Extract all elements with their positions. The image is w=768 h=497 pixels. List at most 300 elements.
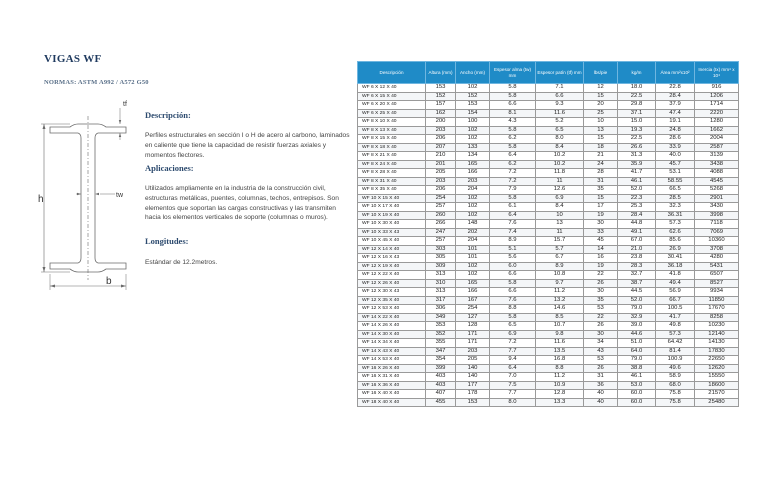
table-cell: 6.4 — [490, 152, 536, 161]
table-cell: 64.42 — [656, 339, 695, 348]
table-cell: WF 16 X 40 X 40 — [358, 390, 426, 399]
table-cell: 26.6 — [618, 143, 656, 152]
table-cell: 19 — [584, 262, 618, 271]
table-cell: WF 12 X 30 X 43 — [358, 288, 426, 297]
table-cell: 6.6 — [490, 101, 536, 110]
table-cell: 247 — [426, 228, 456, 237]
table-cell: 6.4 — [490, 211, 536, 220]
table-cell: 6.7 — [536, 254, 584, 263]
table-cell: 403 — [426, 381, 456, 390]
table-cell: 13.2 — [536, 296, 584, 305]
table-cell: 43 — [584, 347, 618, 356]
table-cell: 205 — [456, 356, 490, 365]
table-cell: 58.55 — [656, 177, 695, 186]
table-cell: 17830 — [695, 347, 739, 356]
table-cell: 13 — [584, 126, 618, 135]
table-cell: 22 — [584, 271, 618, 280]
table-cell: 202 — [456, 228, 490, 237]
table-cell: 66.7 — [656, 296, 695, 305]
header-descripcion: Descripción — [358, 62, 426, 84]
table-cell: 56.9 — [656, 288, 695, 297]
table-row — [358, 169, 739, 178]
table-cell: 1206 — [695, 92, 739, 101]
table-cell: 49.4 — [656, 279, 695, 288]
table-cell: 22650 — [695, 356, 739, 365]
table-cell: 5.1 — [490, 245, 536, 254]
table-row — [358, 305, 739, 314]
table-cell: 355 — [426, 339, 456, 348]
table-cell: 9.8 — [536, 330, 584, 339]
table-cell: 7.2 — [490, 169, 536, 178]
table-cell: WF 8 X 35 X 40 — [358, 186, 426, 195]
table-cell: 7.4 — [490, 228, 536, 237]
table-cell: 8.4 — [536, 143, 584, 152]
table-cell: 28.5 — [656, 194, 695, 203]
table-cell: 403 — [426, 373, 456, 382]
table-cell: 140 — [456, 364, 490, 373]
table-cell: 21.0 — [618, 245, 656, 254]
header-lbs-pie: lbs/pie — [584, 62, 618, 84]
table-cell: 177 — [456, 381, 490, 390]
table-cell: 24 — [584, 160, 618, 169]
table-cell: 203 — [456, 177, 490, 186]
table-cell: 10 — [536, 211, 584, 220]
table-cell: 36.18 — [656, 262, 695, 271]
table-cell: WF 14 X 26 X 40 — [358, 322, 426, 331]
table-cell: 313 — [426, 271, 456, 280]
table-cell: 6.6 — [536, 92, 584, 101]
table-cell: 22.3 — [618, 194, 656, 203]
table-cell: 4088 — [695, 169, 739, 178]
table-row — [358, 126, 739, 135]
table-cell: 40 — [584, 398, 618, 407]
table-row — [358, 92, 739, 101]
table-cell: 157 — [426, 101, 456, 110]
table-cell: 9934 — [695, 288, 739, 297]
table-cell: 3438 — [695, 160, 739, 169]
table-cell: 85.6 — [656, 237, 695, 246]
table-cell: 3998 — [695, 211, 739, 220]
table-cell: 10.9 — [536, 381, 584, 390]
table-cell: 203 — [456, 347, 490, 356]
table-cell: WF 14 X 53 X 40 — [358, 356, 426, 365]
header-kg-m: kg/m — [618, 62, 656, 84]
i-beam-diagram — [40, 94, 145, 294]
table-row — [358, 381, 739, 390]
table-cell: 399 — [426, 364, 456, 373]
table-cell: 30 — [584, 220, 618, 229]
table-cell: 133 — [456, 143, 490, 152]
table-cell: WF 10 X 19 X 40 — [358, 211, 426, 220]
table-row — [358, 271, 739, 280]
table-cell: 32.7 — [618, 271, 656, 280]
table-cell: 154 — [456, 109, 490, 118]
table-row — [358, 84, 739, 93]
table-cell: 6.4 — [490, 364, 536, 373]
table-cell: 6.6 — [490, 288, 536, 297]
table-cell: WF 12 X 53 X 40 — [358, 305, 426, 314]
table-cell: 41.7 — [618, 169, 656, 178]
table-cell: 8.9 — [490, 237, 536, 246]
table-cell: 11.2 — [536, 288, 584, 297]
table-cell: WF 6 X 15 X 40 — [358, 92, 426, 101]
table-row — [358, 177, 739, 186]
table-cell: 41.7 — [656, 313, 695, 322]
table-cell: 79.0 — [618, 305, 656, 314]
table-cell: WF 12 X 16 X 43 — [358, 254, 426, 263]
table-cell: 67.0 — [618, 237, 656, 246]
table-cell: 10230 — [695, 322, 739, 331]
table-row — [358, 228, 739, 237]
table-cell: 455 — [426, 398, 456, 407]
table-cell: 7.0 — [490, 373, 536, 382]
table-cell: 12620 — [695, 364, 739, 373]
table-cell: 310 — [426, 279, 456, 288]
table-cell: 68.0 — [656, 381, 695, 390]
aplicaciones-heading: Aplicaciones: — [145, 163, 194, 173]
table-cell: 153 — [456, 101, 490, 110]
table-cell: 8527 — [695, 279, 739, 288]
table-cell: 6.0 — [490, 262, 536, 271]
table-cell: 7.5 — [490, 381, 536, 390]
table-cell: 152 — [456, 92, 490, 101]
table-cell: 60.0 — [618, 398, 656, 407]
table-cell: 8.4 — [536, 203, 584, 212]
table-cell: 18.0 — [618, 84, 656, 93]
table-cell: 37.1 — [618, 109, 656, 118]
table-cell: 7.2 — [490, 339, 536, 348]
table-cell: 10 — [584, 118, 618, 127]
table-cell: 102 — [456, 271, 490, 280]
table-cell: 178 — [456, 390, 490, 399]
table-cell: 19.3 — [618, 126, 656, 135]
table-cell: 171 — [456, 339, 490, 348]
table-cell: 15 — [584, 92, 618, 101]
table-cell: 165 — [456, 279, 490, 288]
longitudes-text: Estándar de 12.2metros. — [145, 259, 218, 266]
table-cell: 10.2 — [536, 160, 584, 169]
table-cell: 8258 — [695, 313, 739, 322]
table-cell: 34 — [584, 339, 618, 348]
table-cell: 15550 — [695, 373, 739, 382]
table-cell: 102 — [456, 211, 490, 220]
table-cell: 16.8 — [536, 356, 584, 365]
table-cell: WF 16 X 36 X 40 — [358, 381, 426, 390]
table-cell: 10.7 — [536, 322, 584, 331]
header-altura: Altura (mm) — [426, 62, 456, 84]
table-cell: 353 — [426, 322, 456, 331]
table-cell: 15.0 — [618, 118, 656, 127]
table-cell: 58.9 — [656, 373, 695, 382]
table-cell: 162 — [426, 109, 456, 118]
table-cell: 254 — [426, 194, 456, 203]
table-cell: 9.3 — [536, 101, 584, 110]
table-cell: 153 — [426, 84, 456, 93]
table-cell: 254 — [456, 305, 490, 314]
table-cell: 19 — [584, 211, 618, 220]
table-cell: 5.8 — [490, 279, 536, 288]
table-cell: 7118 — [695, 220, 739, 229]
table-cell: WF 6 X 20 X 40 — [358, 101, 426, 110]
table-cell: 204 — [456, 237, 490, 246]
table-cell: 11.8 — [536, 169, 584, 178]
table-row — [358, 356, 739, 365]
table-cell: 20 — [584, 101, 618, 110]
table-cell: 206 — [426, 186, 456, 195]
table-cell: 2220 — [695, 109, 739, 118]
table-header-row — [358, 62, 739, 84]
table-cell: 352 — [426, 330, 456, 339]
table-cell: 207 — [426, 143, 456, 152]
table-cell: WF 12 X 35 X 40 — [358, 296, 426, 305]
table-cell: WF 16 X 31 X 40 — [358, 373, 426, 382]
table-cell: 57.3 — [656, 220, 695, 229]
table-cell: 102 — [456, 84, 490, 93]
table-cell: 354 — [426, 356, 456, 365]
table-row — [358, 203, 739, 212]
table-cell: 11.6 — [536, 339, 584, 348]
table-cell: 152 — [426, 92, 456, 101]
table-cell: 28.4 — [656, 92, 695, 101]
label-b: b — [106, 276, 112, 287]
table-cell: 32.3 — [656, 203, 695, 212]
table-cell: 8.1 — [490, 109, 536, 118]
table-cell: 22.5 — [618, 92, 656, 101]
table-cell: 53.0 — [618, 381, 656, 390]
table-cell: 101 — [456, 254, 490, 263]
specs-table — [357, 61, 739, 407]
table-cell: 203 — [426, 126, 456, 135]
table-cell: WF 14 X 22 X 40 — [358, 313, 426, 322]
table-cell: 25.3 — [618, 203, 656, 212]
table-cell: 66.5 — [656, 186, 695, 195]
table-cell: 7.1 — [536, 84, 584, 93]
table-cell: 127 — [456, 313, 490, 322]
table-cell: 18600 — [695, 381, 739, 390]
table-cell: 11.2 — [536, 373, 584, 382]
table-cell: 102 — [456, 126, 490, 135]
table-row — [358, 118, 739, 127]
table-cell: 11.6 — [536, 109, 584, 118]
normas-text: NORMAS: ASTM A992 / A572 G50 — [44, 79, 149, 86]
table-cell: 140 — [456, 373, 490, 382]
table-cell: 7.7 — [490, 390, 536, 399]
table-row — [358, 194, 739, 203]
table-cell: 100.5 — [656, 305, 695, 314]
table-cell: 60.0 — [618, 390, 656, 399]
header-inercia: Inercia (Ix) mm⁴ x 10⁴ — [695, 62, 739, 84]
table-cell: 210 — [426, 152, 456, 161]
table-cell: 1714 — [695, 101, 739, 110]
table-cell: 31 — [584, 177, 618, 186]
table-cell: WF 10 X 17 X 40 — [358, 203, 426, 212]
table-cell: 12 — [584, 84, 618, 93]
table-cell: WF 14 X 34 X 40 — [358, 339, 426, 348]
table-cell: 52.0 — [618, 296, 656, 305]
table-cell: 38.7 — [618, 279, 656, 288]
table-cell: 81.4 — [656, 347, 695, 356]
table-row — [358, 373, 739, 382]
table-cell: 53 — [584, 305, 618, 314]
table-cell: 12140 — [695, 330, 739, 339]
table-cell: 102 — [456, 194, 490, 203]
table-cell: WF 8 X 24 X 40 — [358, 160, 426, 169]
table-cell: 349 — [426, 313, 456, 322]
table-cell: 2901 — [695, 194, 739, 203]
table-cell: 3708 — [695, 245, 739, 254]
table-row — [358, 220, 739, 229]
table-row — [358, 186, 739, 195]
table-cell: 17 — [584, 203, 618, 212]
descripcion-text: Perfiles estructurales en sección I o H de acero al carbono, laminados en caliente que tiene la capacidad de resistir fuerzas axiales y momentos flectores. — [145, 132, 350, 159]
table-cell: 39.0 — [618, 322, 656, 331]
table-cell: 5.8 — [490, 194, 536, 203]
table-cell: 35 — [584, 296, 618, 305]
table-cell: 5.2 — [536, 118, 584, 127]
table-cell: 6.9 — [536, 194, 584, 203]
table-cell: WF 10 X 33 X 43 — [358, 228, 426, 237]
table-cell: 75.8 — [656, 398, 695, 407]
table-cell: 1280 — [695, 118, 739, 127]
table-cell: 40.0 — [656, 152, 695, 161]
table-cell: 47.4 — [656, 109, 695, 118]
table-cell: 5.7 — [536, 245, 584, 254]
header-ancho: Ancho (mm) — [456, 62, 490, 84]
table-cell: 21570 — [695, 390, 739, 399]
table-cell: 166 — [456, 169, 490, 178]
table-cell: 64.0 — [618, 347, 656, 356]
table-cell: WF 10 X 30 X 40 — [358, 220, 426, 229]
table-cell: 5.8 — [490, 313, 536, 322]
table-cell: 28 — [584, 169, 618, 178]
table-cell: 5268 — [695, 186, 739, 195]
table-cell: 6.5 — [536, 126, 584, 135]
table-cell: 15 — [584, 194, 618, 203]
table-cell: 18 — [584, 143, 618, 152]
table-cell: 100.9 — [656, 356, 695, 365]
table-cell: WF 18 X 40 X 40 — [358, 398, 426, 407]
table-cell: 49.8 — [656, 322, 695, 331]
table-row — [358, 398, 739, 407]
table-cell: 7.2 — [490, 177, 536, 186]
table-cell: WF 8 X 18 X 40 — [358, 143, 426, 152]
table-cell: 165 — [456, 160, 490, 169]
table-cell: 26.9 — [656, 245, 695, 254]
table-cell: 4545 — [695, 177, 739, 186]
label-tw: tw — [116, 192, 123, 199]
table-cell: 8.8 — [490, 305, 536, 314]
table-cell: WF 14 X 43 X 40 — [358, 347, 426, 356]
table-cell: 62.6 — [656, 228, 695, 237]
table-cell: 14 — [584, 245, 618, 254]
table-cell: 7.6 — [490, 220, 536, 229]
longitudes-heading: Longitudes: — [145, 236, 189, 246]
table-cell: 306 — [426, 305, 456, 314]
table-cell: 206 — [426, 135, 456, 144]
table-cell: 33.9 — [656, 143, 695, 152]
table-row — [358, 347, 739, 356]
table-cell: 407 — [426, 390, 456, 399]
table-cell: 305 — [426, 254, 456, 263]
table-cell: 102 — [456, 203, 490, 212]
table-cell: 28.4 — [618, 211, 656, 220]
table-cell: 11 — [536, 228, 584, 237]
table-cell: 30 — [584, 330, 618, 339]
table-cell: 203 — [426, 177, 456, 186]
table-row — [358, 135, 739, 144]
table-cell: WF 6 X 12 X 40 — [358, 84, 426, 93]
table-cell: 102 — [456, 135, 490, 144]
header-espesor-patin: Espesor patín (tf) mm — [536, 62, 584, 84]
table-cell: WF 14 X 30 X 40 — [358, 330, 426, 339]
table-cell: 3139 — [695, 152, 739, 161]
table-cell: 13.5 — [536, 347, 584, 356]
table-cell: 40 — [584, 390, 618, 399]
table-cell: 53 — [584, 356, 618, 365]
table-cell: 5431 — [695, 262, 739, 271]
table-cell: 33 — [584, 228, 618, 237]
table-cell: 309 — [426, 262, 456, 271]
table-cell: 53.1 — [656, 169, 695, 178]
table-row — [358, 160, 739, 169]
table-cell: 266 — [426, 220, 456, 229]
table-cell: 6.1 — [490, 203, 536, 212]
table-cell: 8.5 — [536, 313, 584, 322]
table-cell: 37.9 — [656, 101, 695, 110]
table-cell: 15.7 — [536, 237, 584, 246]
table-cell: 10.2 — [536, 152, 584, 161]
table-row — [358, 288, 739, 297]
table-cell: WF 8 X 15 X 40 — [358, 135, 426, 144]
table-cell: 916 — [695, 84, 739, 93]
table-row — [358, 109, 739, 118]
table-cell: 44.6 — [618, 330, 656, 339]
table-cell: 49.1 — [618, 228, 656, 237]
table-cell: 13.3 — [536, 398, 584, 407]
table-cell: 57.3 — [656, 330, 695, 339]
table-cell: 14.6 — [536, 305, 584, 314]
table-cell: 46.1 — [618, 373, 656, 382]
table-cell: 9.4 — [490, 356, 536, 365]
table-cell: 45.7 — [656, 160, 695, 169]
table-cell: 28.3 — [618, 262, 656, 271]
table-cell: 30 — [584, 288, 618, 297]
label-h: h — [38, 194, 44, 205]
table-cell: 4280 — [695, 254, 739, 263]
table-cell: 52.0 — [618, 186, 656, 195]
table-row — [358, 143, 739, 152]
table-cell: 128 — [456, 322, 490, 331]
table-cell: 25 — [584, 109, 618, 118]
table-cell: 2004 — [695, 135, 739, 144]
page-title: VIGAS WF — [44, 53, 102, 65]
table-cell: 10.8 — [536, 271, 584, 280]
table-cell: 5.6 — [490, 254, 536, 263]
table-cell: 257 — [426, 203, 456, 212]
table-cell: 260 — [426, 211, 456, 220]
table-cell: 22.5 — [618, 135, 656, 144]
table-cell: 102 — [456, 262, 490, 271]
table-cell: 36 — [584, 381, 618, 390]
table-cell: 171 — [456, 330, 490, 339]
table-cell: WF 16 X 26 X 40 — [358, 364, 426, 373]
table-cell: 16 — [584, 254, 618, 263]
header-espesor-alma: Espesor alma (tw) mm — [490, 62, 536, 84]
table-cell: 204 — [456, 186, 490, 195]
table-row — [358, 364, 739, 373]
table-cell: 46.1 — [618, 177, 656, 186]
table-row — [358, 254, 739, 263]
